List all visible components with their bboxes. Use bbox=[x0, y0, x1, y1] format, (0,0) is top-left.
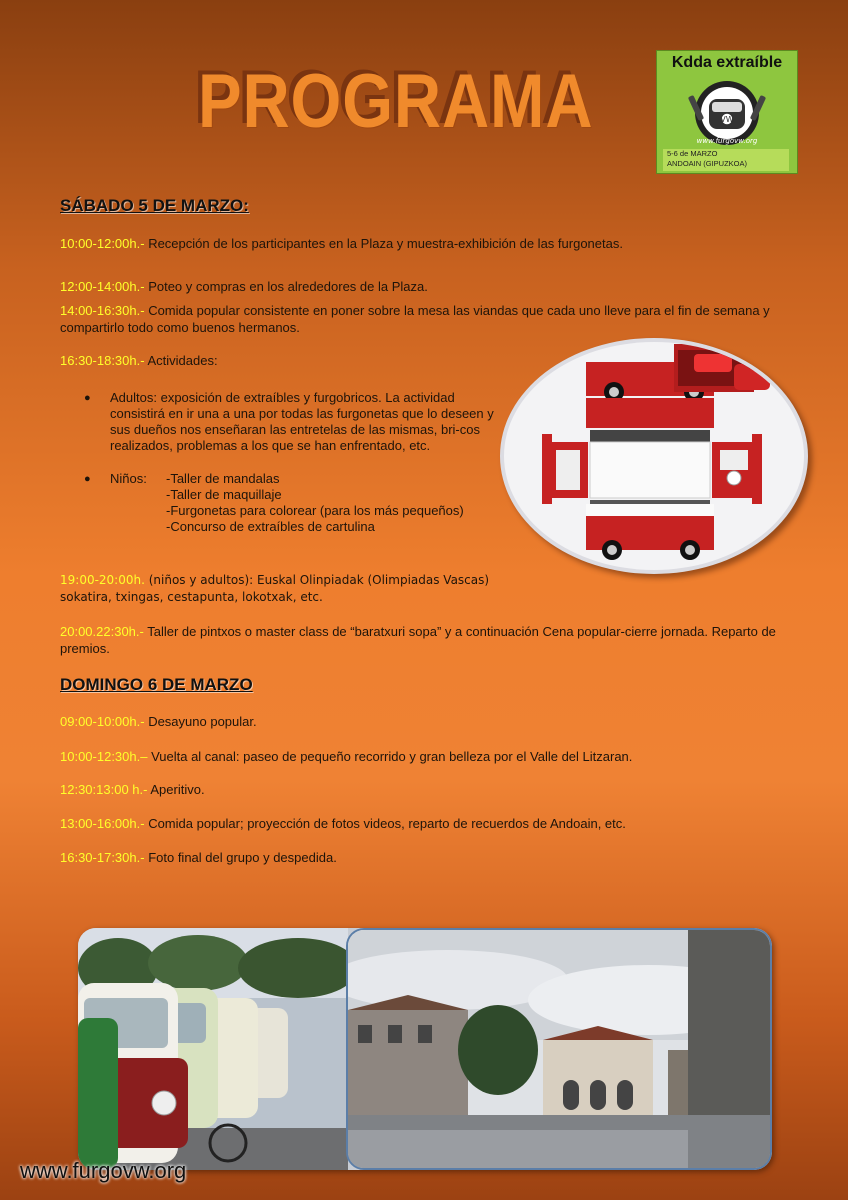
kids-label: Niños: bbox=[110, 471, 147, 486]
papercraft-bus-illustration bbox=[504, 342, 804, 570]
schedule-entry bbox=[60, 748, 788, 765]
papercraft-bus-image bbox=[500, 338, 808, 574]
schedule-entry bbox=[60, 572, 490, 606]
kids-item: -Taller de mandalas bbox=[166, 471, 280, 486]
kids-item: -Taller de maquillaje bbox=[166, 487, 282, 502]
bullet-icon: ● bbox=[84, 473, 91, 485]
entry-time: 12:00-14:00h.- bbox=[60, 279, 145, 294]
kids-item: -Concurso de extraíbles de cartulina bbox=[166, 519, 375, 534]
logo-title: Kdda extraíble bbox=[671, 54, 783, 71]
schedule-entry bbox=[60, 713, 788, 730]
entry-text: Comida popular; proyección de fotos videos, reparto de recuerdos de Andoain, etc. bbox=[144, 816, 626, 831]
bullet-icon: ● bbox=[84, 392, 91, 404]
logo-info bbox=[663, 149, 789, 171]
entry-text: Aperitivo. bbox=[147, 782, 205, 797]
logo-url: www.furgovw.org bbox=[696, 137, 758, 145]
activities-list bbox=[84, 390, 510, 535]
event-photos bbox=[78, 928, 772, 1170]
page-title: PROGRAMA bbox=[198, 59, 594, 144]
entry-time: 19:00-20:00h. bbox=[60, 573, 145, 587]
entry-time: 20:00.22:30h.- bbox=[60, 624, 144, 639]
logo-date: 5-6 de MARZO bbox=[667, 149, 718, 158]
entry-text: Desayuno popular. bbox=[144, 714, 257, 729]
schedule-entry bbox=[60, 781, 788, 798]
schedule-entry bbox=[60, 849, 788, 866]
entry-time: 10:00-12:00h.- bbox=[60, 236, 145, 251]
entry-text: (niños y adultos): Euskal Olinpiadak (Olimpiadas Vascas) sokatira, txingas, cestapunta, lokotxak, etc. bbox=[60, 573, 490, 604]
entry-text: Recepción de los participantes en la Plaza y muestra-exhibición de las furgonetas. bbox=[144, 236, 623, 251]
entry-text: Comida popular consistente en poner sobre la mesa las viandas que cada uno lleve para el fin de semana y compartirlo todo como buenos hermanos. bbox=[60, 303, 770, 335]
event-logo bbox=[656, 50, 798, 174]
logo-place: ANDOAIN (GIPUZKOA) bbox=[667, 159, 748, 168]
list-item bbox=[84, 471, 510, 535]
entry-text: Taller de pintxos o master class de “baratxuri sopa” y a continuación Cena popular-cierre jornada. Reparto de premios. bbox=[60, 624, 776, 656]
entry-time: 09:00-10:00h.- bbox=[60, 714, 145, 729]
entry-text: Poteo y compras en los alrededores de la Plaza. bbox=[144, 279, 428, 294]
vans-photo bbox=[78, 928, 348, 1170]
entry-text: Actividades: bbox=[144, 353, 218, 368]
entry-time: 16:30-18:30h.- bbox=[60, 353, 145, 368]
entry-time: 12:30:13:00 h.- bbox=[60, 782, 148, 797]
footer-website-url: www.furgovw.org bbox=[20, 1158, 187, 1183]
entry-time: 14:00-16:30h.- bbox=[60, 303, 145, 318]
svg-text:VW: VW bbox=[720, 115, 734, 124]
sunday-heading: DOMINGO 6 DE MARZO bbox=[60, 675, 253, 694]
entry-time: 10:00-12:30h.– bbox=[60, 749, 148, 764]
schedule-entry bbox=[60, 815, 788, 832]
entry-text: Vuelta al canal: paseo de pequeño recorrido y gran belleza por el Valle del Litzaran. bbox=[147, 749, 633, 764]
kids-activities bbox=[166, 471, 464, 535]
schedule-entry bbox=[60, 278, 788, 295]
schedule-entry bbox=[60, 302, 788, 336]
town-square-photo bbox=[346, 928, 772, 1170]
entry-time: 16:30-17:30h.- bbox=[60, 850, 145, 865]
adults-activity: Adultos: exposición de extraíbles y furgobricos. La actividad consistirá en ir una a una por todas las furgonetas que lo deseen y sus dueños nos enseñaran las entretelas de las mismas, bri-cos realizados, problemas a los que se han enfrentado, etc. bbox=[110, 390, 494, 453]
entry-text: Foto final del grupo y despedida. bbox=[144, 850, 337, 865]
town-square-illustration bbox=[348, 930, 772, 1170]
schedule-entry bbox=[60, 235, 788, 252]
saturday-heading: SÁBADO 5 DE MARZO: bbox=[60, 196, 249, 215]
list-item bbox=[84, 390, 510, 454]
schedule-entry bbox=[60, 623, 788, 657]
kids-item: -Furgonetas para colorear (para los más pequeños) bbox=[166, 503, 464, 518]
vw-bus-logo-icon bbox=[687, 75, 767, 149]
entry-time: 13:00-16:00h.- bbox=[60, 816, 145, 831]
